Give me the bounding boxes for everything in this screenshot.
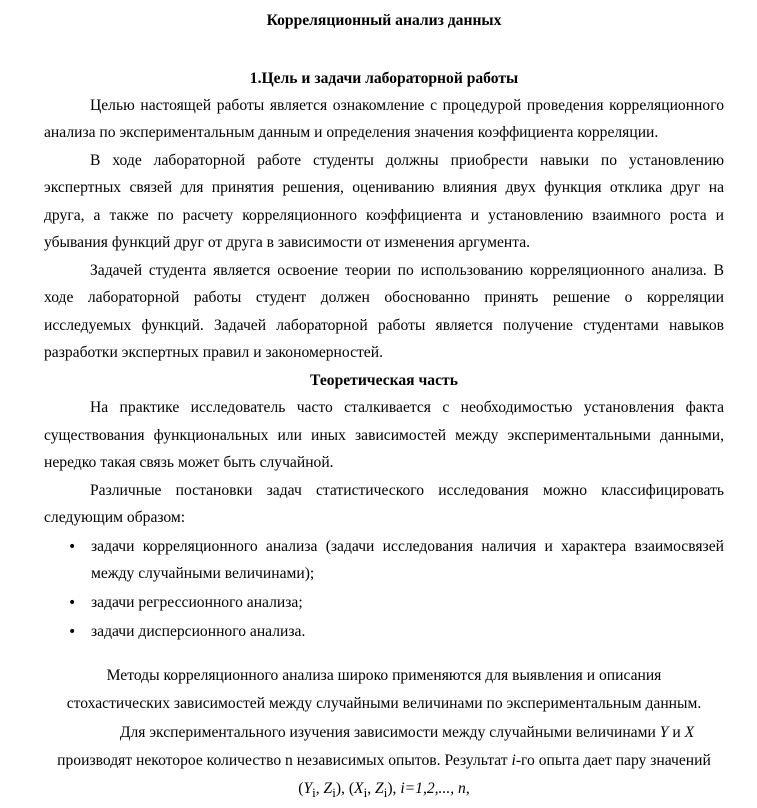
bullet-1-line-1: задачи корреляционного анализа (задачи исследования наличия и характера взаимосвязей (91, 538, 724, 555)
paragraph-4-line-2: существования функциональных или иных зависимостей между экспериментальными данными, (44, 427, 724, 444)
variable-y: Y (659, 724, 669, 741)
paragraph-4-line-3: нередко такая связь может быть случайной. (44, 454, 334, 471)
paragraph-5-line-1: Различные постановки задач статистического исследования можно классифицировать (90, 482, 724, 499)
paragraph-2-line-4: убывания функций друг от друга в зависимости от изменения аргумента. (44, 234, 531, 251)
paragraph-2-line-2: экспертных связей для принятия решения, оцениванию влияния двух функция отклика друг на (44, 179, 724, 196)
section-heading-goals: 1.Цель и задачи лабораторной работы (249, 70, 519, 87)
bullet-2: задачи регрессионного анализа; (91, 594, 303, 611)
paragraph-3-line-4: разработки экспертных правил и закономерностей. (44, 344, 383, 361)
bullet-3: задачи дисперсионного анализа. (91, 623, 306, 640)
paragraph-3-line-1: Задачей студента является освоение теории по использованию корреляционного анализа. В (90, 262, 724, 279)
paragraph-7-line-2: производят некоторое количество n независимых опытов. Результат i-го опыта дает пару значений (57, 752, 711, 769)
formula-index-range: i=1,2,..., n (400, 780, 466, 797)
bullet-marker-2: • (68, 595, 77, 611)
formula-pairs: ($Y_i$, $Z_i$), ($X_i$, $Z_i$), i=1,2,..., n, (298, 780, 470, 801)
paragraph-1-line-2: анализа по экспериментальным данным и определения значения коэффициента корреляции. (44, 124, 659, 141)
paragraph-5-line-2: следующим образом: (44, 509, 186, 526)
paragraph-6-line-1: Методы корреляционного анализа широко применяются для выявления и описания (106, 667, 662, 684)
paragraph-4-line-1: На практике исследователь часто сталкивается с необходимостью установления факта (90, 399, 724, 416)
paragraph-2-line-1: В ходе лабораторной работе студенты должны приобрести навыки по установлению (90, 152, 724, 169)
paragraph-1-line-1: Целью настоящей работы является ознакомление с процедурой проведения корреляционного (90, 97, 724, 114)
paragraph-3-line-2: ходе лабораторной работы студент должен обоснованно принять решение о корреляции (44, 289, 724, 306)
bullet-marker-1: • (68, 539, 77, 555)
bullet-marker-3: • (68, 624, 77, 640)
paragraph-6-line-2: стохастических зависимостей между случайными величинами по экспериментальным данным. (66, 695, 702, 712)
theory-heading: Теоретическая часть (310, 372, 458, 389)
paragraph-7-line-1: Для экспериментального изучения зависимости между случайными величинами Y и X (119, 724, 695, 741)
paragraph-2-line-3: друга, а также по расчету корреляционного коэффициента и установлению взаимного роста и (44, 207, 724, 224)
variable-i: i (511, 752, 516, 769)
variable-x: X (684, 724, 695, 741)
bullet-1-line-2: между случайными величинами); (91, 565, 315, 582)
paragraph-3-line-3: исследуемых функций. Задачей лабораторной работы является получение студентами навыков (44, 317, 724, 334)
document-title: Корреляционный анализ данных (266, 12, 502, 29)
